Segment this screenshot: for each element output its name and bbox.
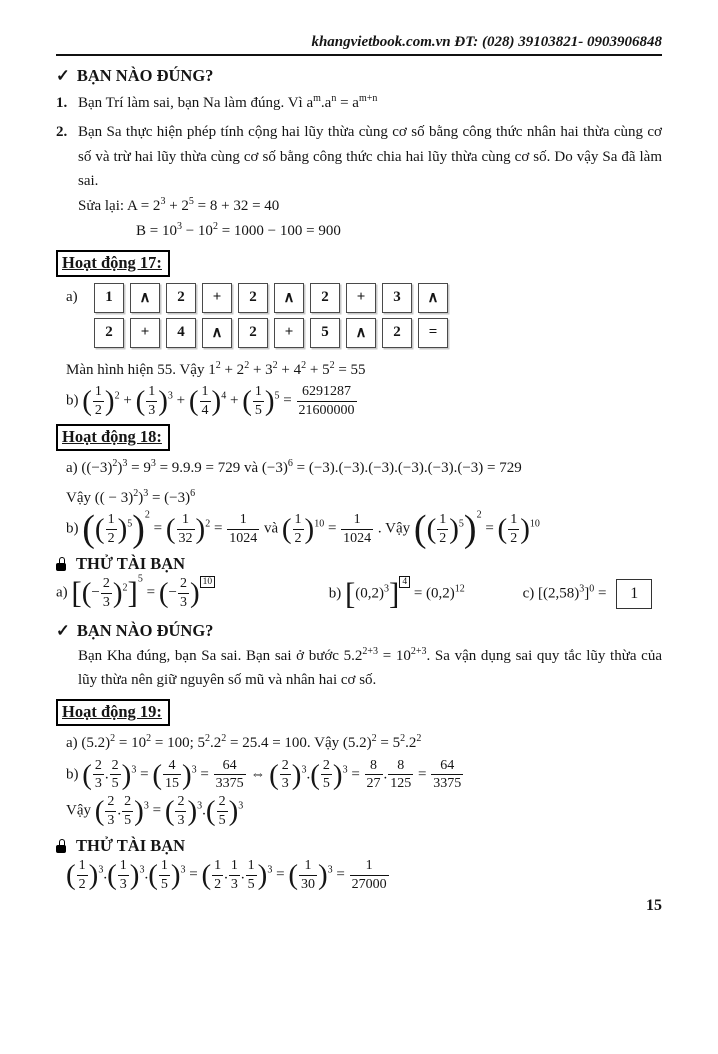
textbook-page bbox=[0, 34, 718, 1054]
calc-key: = bbox=[418, 318, 448, 348]
calc-key: 2 bbox=[238, 283, 268, 313]
calc-key: + bbox=[130, 318, 160, 348]
header-contact-text: khangvietbook.com.vn ĐT: (028) 39103821- 0903906848 bbox=[311, 34, 662, 50]
section-ban-nao-dung-2 bbox=[56, 621, 662, 641]
activity-19-conclusion: Vậy ( $\frac{2}{3}$ . $\frac{2}{5}$ )$^3$ = ( $\frac{2}{3}$ )$^3$.( $\frac{2}{5}$ )$^3$ bbox=[66, 793, 244, 828]
key-row-2 bbox=[94, 318, 454, 348]
calc-key: ∧ bbox=[346, 318, 376, 348]
calc-key: 1 bbox=[94, 283, 124, 313]
calculator-sequence bbox=[56, 283, 662, 353]
section-heading: BẠN NÀO ĐÚNG? bbox=[76, 620, 214, 640]
calc-key: 2 bbox=[310, 283, 340, 313]
calc-key: 2 bbox=[166, 283, 196, 313]
ban-nao-dung-2-answer: Bạn Kha đúng, bạn Sa sai. Bạn sai ở bước $5.2^{2+3} = 10^{2+3}$. Sa vận dụng sai quy tắc lũy thừa của lũy thừa nên giữ nguyên số mũ và nhân hai cơ số. bbox=[78, 645, 662, 689]
answer-b: b) $[(0,2)^3] ^4 = (0,2)^{12}$ bbox=[328, 575, 465, 611]
section-heading: THỬ TÀI BẠN bbox=[76, 836, 186, 856]
section-heading: THỬ TÀI BẠN bbox=[76, 554, 186, 574]
section-heading: BẠN NÀO ĐÚNG? bbox=[76, 66, 214, 85]
calculator-keys bbox=[94, 283, 454, 353]
correction-line-a: Sửa lại: $A = 2^3 + 2^5 = 8 + 32 = 40$ bbox=[78, 196, 280, 215]
thu-tai-ban-2-answer: ( $\frac{1}{2}$ )$^3$.( $\frac{1}{3}$ )$^3$.( $\frac{1}{5}$ )$^3$ = ( $\frac{1}{2}$ . $\frac{1}{3}$ . $\frac{1}{5}$ )$^3$ = ( $\frac{1}{30}$ )$^3$ = $\frac{1}{27000}$ bbox=[66, 858, 387, 892]
activity-17-title: Hoạt động 17: bbox=[56, 250, 170, 277]
activity-18-conclusion-a: Vậy (( − $3)^2)^3 = (-3)^6$ bbox=[66, 487, 196, 506]
checkmark-icon: ✓ bbox=[56, 620, 70, 640]
activity-18-title: Hoạt động 18: bbox=[56, 424, 170, 451]
lock-icon bbox=[56, 839, 67, 853]
item-text: Bạn Trí làm sai, bạn Na làm đúng. Vì $a^m.a^n = a^{m+n}$ bbox=[78, 93, 378, 111]
lock-icon bbox=[56, 557, 67, 571]
page-header bbox=[56, 34, 662, 56]
calc-key: 4 bbox=[166, 318, 196, 348]
answer-c: c) $[(2,58)^3]^0 = 1$ bbox=[523, 579, 662, 609]
answer-item-2 bbox=[56, 120, 662, 193]
calc-key: ∧ bbox=[418, 283, 448, 313]
hoat-dong-17 bbox=[56, 244, 662, 419]
activity-19-part-b: b) ( $\frac{2}{3}$ . $\frac{2}{5}$ )$^3$ = ( $\frac{4}{15}$ )$^3$ = $\frac{64}{3375}$ ⇔ ( $\frac{2}{3}$ )$^3$.( $\frac{2}{5}$ )$^3$ = $\frac{8}{27}$ . $\frac{8}{125}$ = $\frac{64}{3375}$ bbox=[66, 757, 462, 792]
calc-key: + bbox=[274, 318, 304, 348]
calc-key: 2 bbox=[382, 318, 412, 348]
page-number: 15 bbox=[646, 896, 662, 914]
part-a-label: a) bbox=[66, 288, 78, 305]
item-number: 1. bbox=[56, 95, 68, 111]
activity-17-result: Màn hình hiện 55. Vậy $1^2 + 2^2 + 3^2 + 4^2 + 5^2 = 55$ bbox=[66, 359, 366, 378]
calc-key: + bbox=[346, 283, 376, 313]
activity-18-part-b: b) (( $\frac{1}{2}$ )$^5$)$^2$ = ( $\frac{1}{32}$ )$^2$ = $\frac{1}{1024}$ và ( $\frac{1}{2}$ )$^{10}$ = $\frac{1}{1024}$ . Vậy (( $\frac{1}{2}$ )$^5$)$^2$ = ( $\frac{1}{2}$ )$^{10}$ bbox=[66, 508, 540, 551]
calc-key: 3 bbox=[382, 283, 412, 313]
activity-19-title: Hoạt động 19: bbox=[56, 699, 170, 726]
calc-key: 2 bbox=[94, 318, 124, 348]
page-content bbox=[56, 66, 662, 915]
calc-key: ∧ bbox=[274, 283, 304, 313]
calc-key: ∧ bbox=[202, 318, 232, 348]
section-ban-nao-dung-1 bbox=[56, 66, 662, 86]
hoat-dong-19 bbox=[56, 693, 662, 828]
calc-key: + bbox=[202, 283, 232, 313]
thu-tai-ban-1-answers bbox=[56, 573, 662, 611]
answer-a: a) [(− $\frac{2}{3}$ )$^2$]$^5$ = (− $\frac{2}{3}$ ) $^{10}$ bbox=[56, 576, 329, 610]
thu-tai-ban-2-heading bbox=[56, 836, 662, 856]
thu-tai-ban-1-heading bbox=[56, 554, 662, 574]
calc-key: 5 bbox=[310, 318, 340, 348]
item-number: 2. bbox=[56, 124, 68, 141]
activity-17-part-b: b) ( $\frac{1}{2}$ )$^2$ + ( $\frac{1}{3}$ )$^3$ + ( $\frac{1}{4}$ )$^4$ + ( $\frac{1}{5}$ )$^5$ = $\frac{6291287}{21600000}$ bbox=[66, 384, 355, 418]
key-row-1 bbox=[94, 283, 454, 313]
calc-key: 2 bbox=[238, 318, 268, 348]
item-text: Bạn Sa thực hiện phép tính cộng hai lũy thừa cùng cơ số bằng công thức nhân hai thừa cùng cơ số và trừ hai lũy thừa cùng cơ số bằng công thức chia hai lũy thừa cùng cơ số. Do vậy Sa đã làm sai. bbox=[78, 124, 662, 189]
checkmark-icon: ✓ bbox=[56, 66, 70, 85]
correction-line-b: $B = 10^3 - 10^2 = 1000 - 100 = 900$ bbox=[136, 221, 341, 240]
answer-item-1 bbox=[56, 91, 662, 115]
hoat-dong-18 bbox=[56, 418, 662, 551]
calc-key: ∧ bbox=[130, 283, 160, 313]
activity-18-part-a: a) $((-3)^2)^3 = 9^3 = 9.9.9 = 729$ và $(-3)^6 = (-3).(-3).(-3).(-3).(-3).(-3) = 729$ bbox=[66, 458, 522, 477]
activity-19-part-a: a) $(5.2)^2 = 10^2 = 100$; $5^2.2^2 = 25.4 = 100$. Vậy $(5.2)^2 = 5^2.2^2$ bbox=[66, 733, 422, 752]
